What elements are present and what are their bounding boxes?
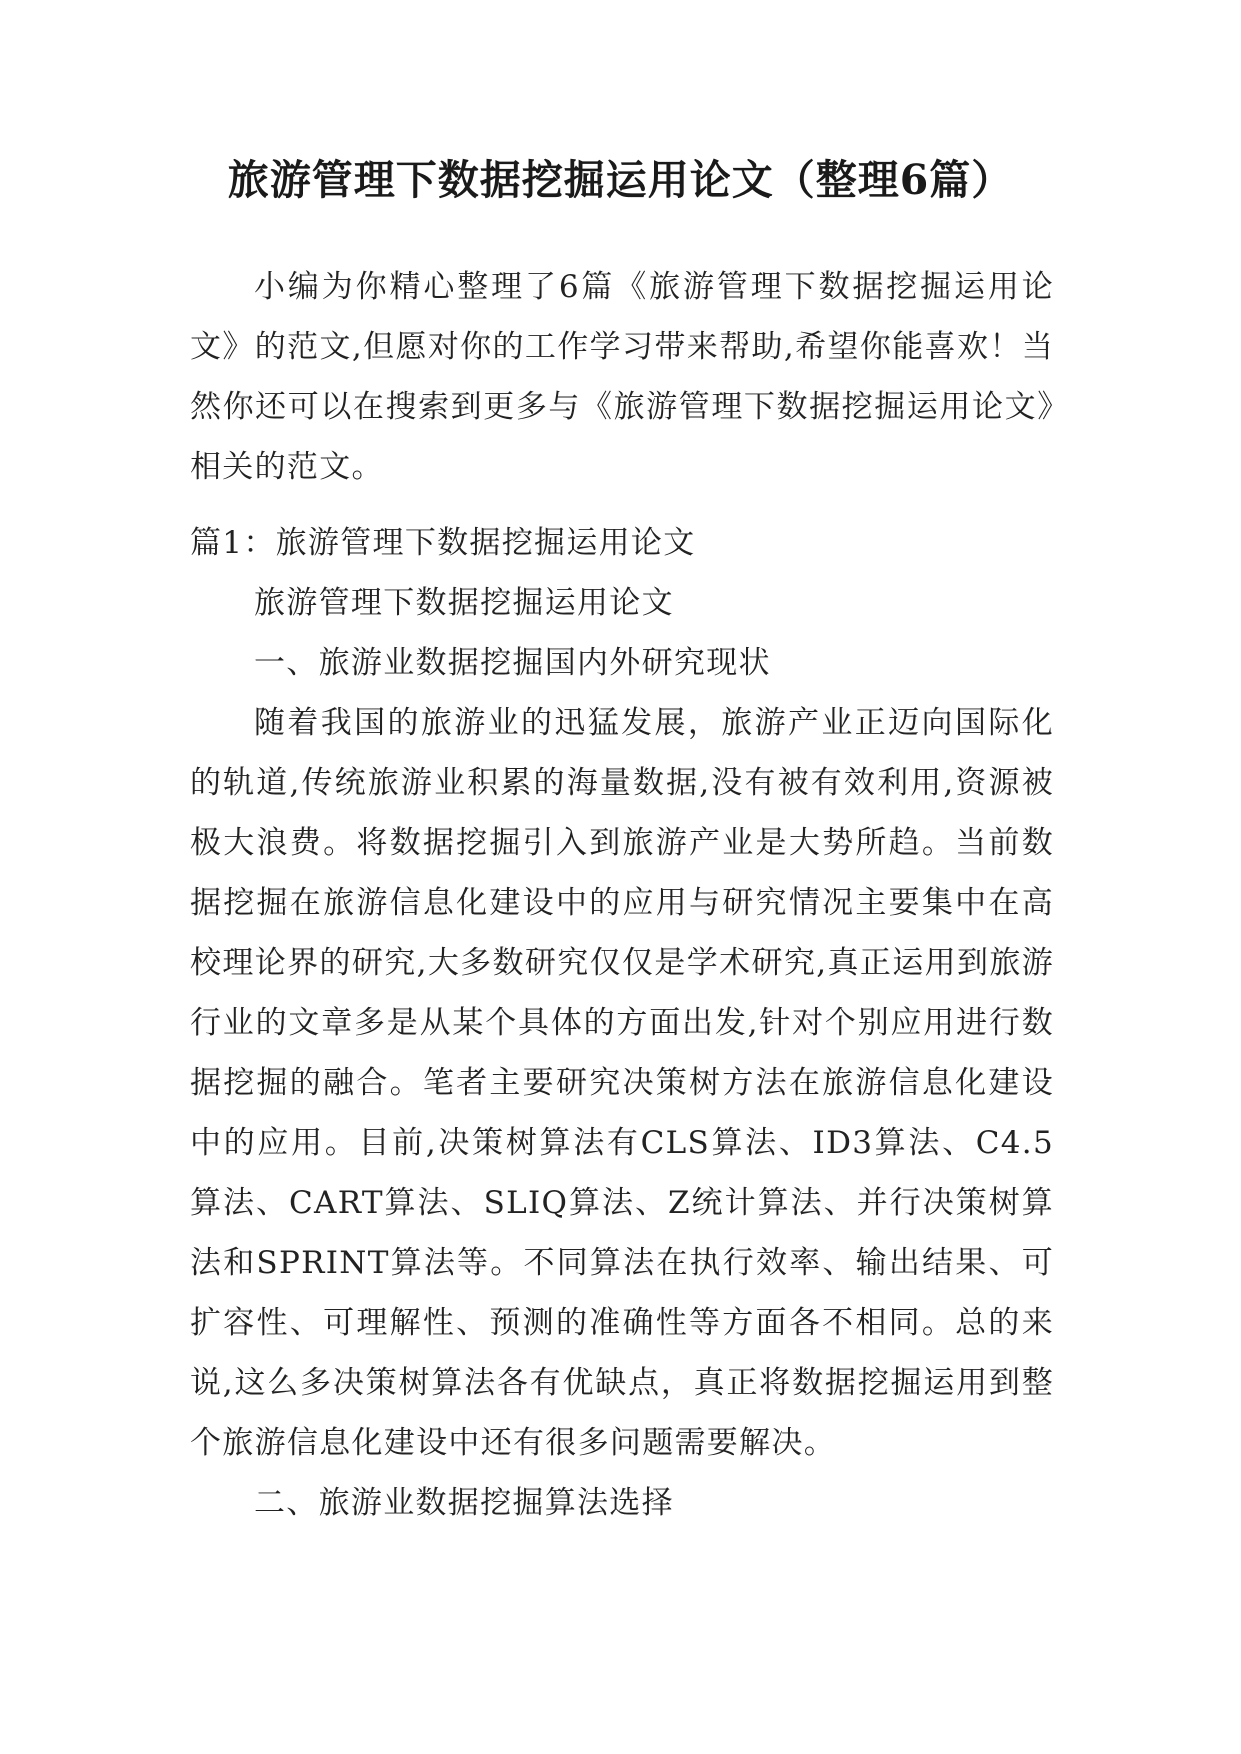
section-heading: 一、旅游业数据挖掘国内外研究现状 [254, 645, 771, 681]
intro-paragraph: 小编为你精心整理了6篇《旅游管理下数据挖掘运用论文》的范文,但愿对你的工作学习带来帮助,希望你能喜欢！当然你还可以在搜索到更多与《旅游管理下数据挖掘运用论文》相关的范文。 [190, 269, 1054, 485]
body-paragraph: 随着我国的旅游业的迅猛发展，旅游产业正迈向国际化的轨道,传统旅游业积累的海量数据,没有被有效利用,资源被极大浪费。将数据挖掘引入到旅游产业是大势所趋。当前数据挖掘在旅游信息化建设中的应用与研究情况主要集中在高校理论界的研究,大多数研究仅仅是学术研究,真正运用到旅游行业的文章多是从某个具体的方面出发,针对个别应用进行数据挖掘的融合。笔者主要研究决策树方法在旅游信息化建设中的应用。目前,决策树算法有CLS算法、ID3算法、C4.5算法、CART算法、SLIQ算法、Z统计算法、并行决策树算法和SPRINT算法等。不同算法在执行效率、输出结果、可扩容性、可理解性、预测的准确性等方面各不相同。总的来说,这么多决策树算法各有优缺点，真正将数据挖掘运用到整个旅游信息化建设中还有很多问题需要解决。 [190, 705, 1054, 1461]
document-title: 旅游管理下数据挖掘运用论文（整理6篇） [227, 156, 1014, 204]
section-heading: 二、旅游业数据挖掘算法选择 [254, 1485, 674, 1521]
section-label: 篇1：旅游管理下数据挖掘运用论文 [190, 525, 696, 561]
article-title: 旅游管理下数据挖掘运用论文 [254, 585, 674, 621]
